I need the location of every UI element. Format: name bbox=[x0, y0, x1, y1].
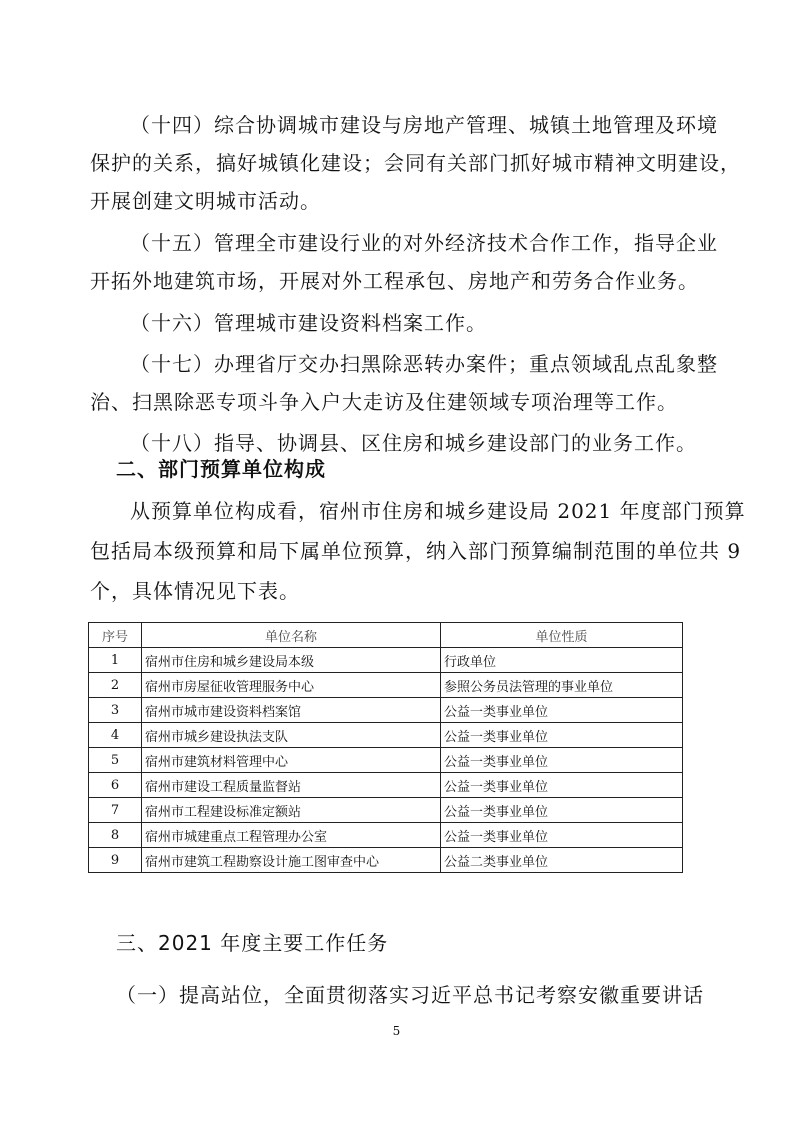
row-unit-name: 宿州市房屋征收管理服务中心 bbox=[142, 673, 441, 698]
row-unit-name: 宿州市城建重点工程管理办公室 bbox=[142, 823, 441, 848]
row-unit-type: 公益一类事业单位 bbox=[441, 698, 683, 723]
row-unit-name: 宿州市工程建设标准定额站 bbox=[142, 798, 441, 823]
row-unit-name: 宿州市建筑工程勘察设计施工图审查中心 bbox=[142, 848, 441, 873]
table-row bbox=[89, 773, 683, 798]
section-2-line-3: 个，具体情况见下表。 bbox=[90, 579, 300, 603]
row-index: 3 bbox=[89, 698, 142, 723]
row-index: 1 bbox=[89, 648, 142, 673]
row-index: 9 bbox=[89, 848, 142, 873]
row-unit-name: 宿州市城市建设资料档案馆 bbox=[142, 698, 441, 723]
section-2-line-1: 从预算单位构成看，宿州市住房和城乡建设局 2021 年度部门预算 bbox=[130, 499, 746, 523]
row-unit-type: 公益一类事业单位 bbox=[441, 823, 683, 848]
row-index: 5 bbox=[89, 748, 142, 773]
table-row bbox=[89, 748, 683, 773]
row-unit-type: 公益二类事业单位 bbox=[441, 848, 683, 873]
header-index: 序号 bbox=[89, 623, 142, 648]
table-row bbox=[89, 648, 683, 673]
row-unit-name: 宿州市住房和城乡建设局本级 bbox=[142, 648, 441, 673]
row-unit-name: 宿州市建筑材料管理中心 bbox=[142, 748, 441, 773]
paragraph-15-line-2: 开拓外地建筑市场，开展对外工程承包、房地产和劳务合作业务。 bbox=[90, 269, 699, 293]
row-unit-type: 公益一类事业单位 bbox=[441, 723, 683, 748]
budget-units-table bbox=[88, 622, 683, 873]
row-unit-name: 宿州市建设工程质量监督站 bbox=[142, 773, 441, 798]
table-row bbox=[89, 723, 683, 748]
section-3-heading: 三、2021 年度主要工作任务 bbox=[116, 931, 389, 955]
row-index: 6 bbox=[89, 773, 142, 798]
table-header-row bbox=[89, 623, 683, 648]
paragraph-14-line-3: 开展创建文明城市活动。 bbox=[90, 189, 321, 213]
row-unit-type: 参照公务员法管理的事业单位 bbox=[441, 673, 683, 698]
row-index: 4 bbox=[89, 723, 142, 748]
paragraph-14-line-1: （十四）综合协调城市建设与房地产管理、城镇土地管理及环境 bbox=[130, 113, 718, 137]
paragraph-18-line-1: （十八）指导、协调县、区住房和城乡建设部门的业务工作。 bbox=[130, 431, 697, 455]
section-2-heading: 二、部门预算单位构成 bbox=[116, 457, 326, 481]
row-unit-type: 公益一类事业单位 bbox=[441, 773, 683, 798]
page-number: 5 bbox=[392, 1024, 401, 1038]
paragraph-16-line-1: （十六）管理城市建设资料档案工作。 bbox=[130, 311, 487, 335]
header-unit-type: 单位性质 bbox=[441, 623, 683, 648]
row-unit-type: 公益一类事业单位 bbox=[441, 748, 683, 773]
header-unit-name: 单位名称 bbox=[142, 623, 441, 648]
table-row bbox=[89, 823, 683, 848]
table-row bbox=[89, 798, 683, 823]
table-row bbox=[89, 673, 683, 698]
table-row bbox=[89, 848, 683, 873]
row-unit-type: 行政单位 bbox=[441, 648, 683, 673]
paragraph-15-line-1: （十五）管理全市建设行业的对外经济技术合作工作，指导企业 bbox=[130, 231, 718, 255]
row-unit-name: 宿州市城乡建设执法支队 bbox=[142, 723, 441, 748]
section-2-line-2: 包括局本级预算和局下属单位预算，纳入部门预算编制范围的单位共 9 bbox=[90, 539, 742, 563]
row-unit-type: 公益一类事业单位 bbox=[441, 798, 683, 823]
row-index: 2 bbox=[89, 673, 142, 698]
table-row bbox=[89, 698, 683, 723]
row-index: 7 bbox=[89, 798, 142, 823]
row-index: 8 bbox=[89, 823, 142, 848]
section-3-line-1: （一）提高站位，全面贯彻落实习近平总书记考察安徽重要讲话 bbox=[116, 983, 704, 1007]
paragraph-17-line-2: 治、扫黑除恶专项斗争入户大走访及住建领域专项治理等工作。 bbox=[90, 390, 678, 414]
paragraph-14-line-2: 保护的关系，搞好城镇化建设；会同有关部门抓好城市精神文明建设， bbox=[90, 151, 741, 175]
paragraph-17-line-1: （十七）办理省厅交办扫黑除恶转办案件；重点领域乱点乱象整 bbox=[130, 352, 718, 376]
